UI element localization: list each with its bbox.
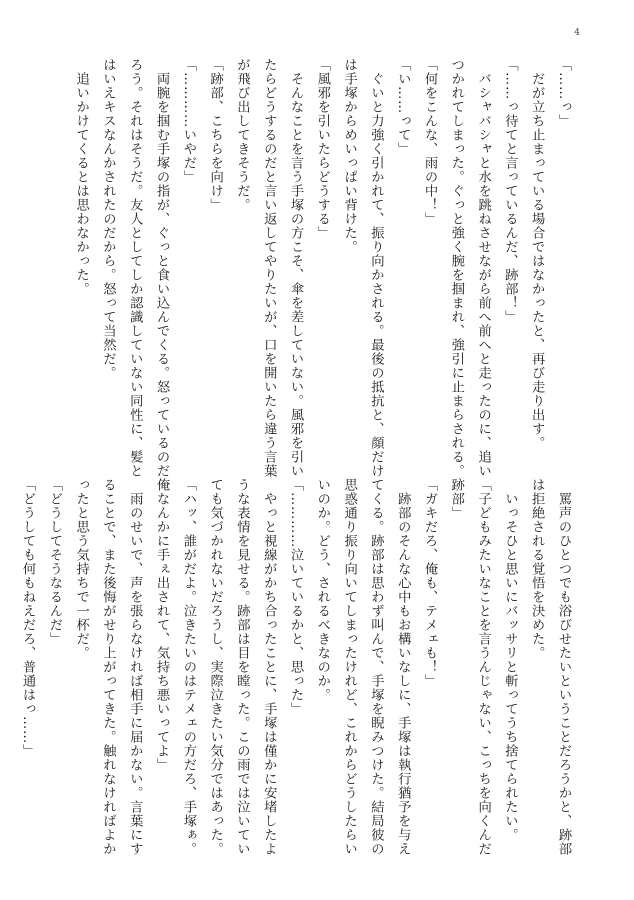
text-line: 跡部のそんな心中もお構いなしに、手塚は執行猶予を与え てくる。跡部は思わず叫んで、手塚を睨みつけた。結局彼の 思惑通り振り向いてしまったけれど、これからどうしたらい いのか。どう、されるべきなのか。 [314, 478, 411, 856]
text-line: 「…………いやだ」 [180, 58, 196, 184]
lower-text-block [20, 478, 576, 856]
text-line: 「ガキだろ、俺も、テメェも！」 [422, 478, 438, 688]
text-line: 「い……って」 [395, 58, 411, 156]
text-line: 「跡部、こちらを向け」 [207, 58, 223, 212]
text-line: 雨のせいで、声を張らなければ相手に届かない。言葉にす ることで、また後悔がせり上がってきた。触れなければよか ったと思う気持ちで一杯だ。 [73, 478, 143, 856]
text-line: 「……っ」 [556, 58, 571, 128]
text-line: だが立ち止まっている場合ではなかったと、再び走り出す。 [529, 58, 545, 450]
text-line: 追いかけてくるとは思わなかった。 [73, 58, 89, 296]
text-line: 両腕を掴む手塚の指が、ぐっと食い込んでくる。怒っているのだ ろう。それはそうだ。友人としてしか認識していない同性に、髪と はいえキスなんかされたのだから。怒って当然だ。 [100, 58, 170, 478]
text-line: いっそひと思いにバッサリと斬ってうち捨てられたい。 [502, 478, 518, 842]
text-line: 「…………泣いているかと、思った」 [288, 478, 304, 716]
text-line: 罵声のひとつでも浴びせたいということだろうかと、跡部 は拒絶される覚悟を決めた。 [529, 478, 571, 856]
text-line: 「子どもみたいなことを言うんじゃない、こっちを向くんだ 跡部」 [448, 478, 491, 856]
text-line: 「ハッ、誰がだよ。泣きたいのはテメェの方だろ、手塚ぁ。 俺なんかに手ぇ出されて、気持ち悪いってよ」 [154, 478, 196, 856]
upper-text-block [58, 58, 576, 478]
text-line: そんなことを言う手塚の方こそ、傘を差していない。風邪を引い たらどうするのだと言い返してやりたいが、口を開いたら違う言葉 が飛び出してきそうだ。 [234, 58, 304, 478]
text-line: 「何をこんな、雨の中！」 [422, 58, 438, 226]
page-number: 4 [574, 28, 580, 38]
text-line: 「風邪を引いたらどうする」 [314, 58, 330, 240]
text-line: やっと視線がかち合ったことに、手塚は僅かに安堵したよ うな表情を見せる。跡部は目を瞠った。この雨では泣いてい ても気づかれないだろうし、実際泣きたい気分ではあった。 [207, 478, 277, 856]
text-line: 「どうしてそうなるんだ」 [46, 478, 62, 646]
text-line: バシャバシャと水を跳ねさせながら前へ前へと走ったのに、追い つかれてしまった。ぐっと強く腕を掴まれ、強引に止まらされる。 [448, 58, 491, 478]
text-line: 「……っ待てと言っているんだ、跡部！」 [502, 58, 518, 324]
text-line: 「どうしても何もねえだろ、普通はっ……」 [20, 478, 36, 758]
text-line: ぐいと力強く引かれて、振り向かされる。最後の抵抗と、顔だけ は手塚からめいっぱい背けた。 [341, 58, 384, 478]
